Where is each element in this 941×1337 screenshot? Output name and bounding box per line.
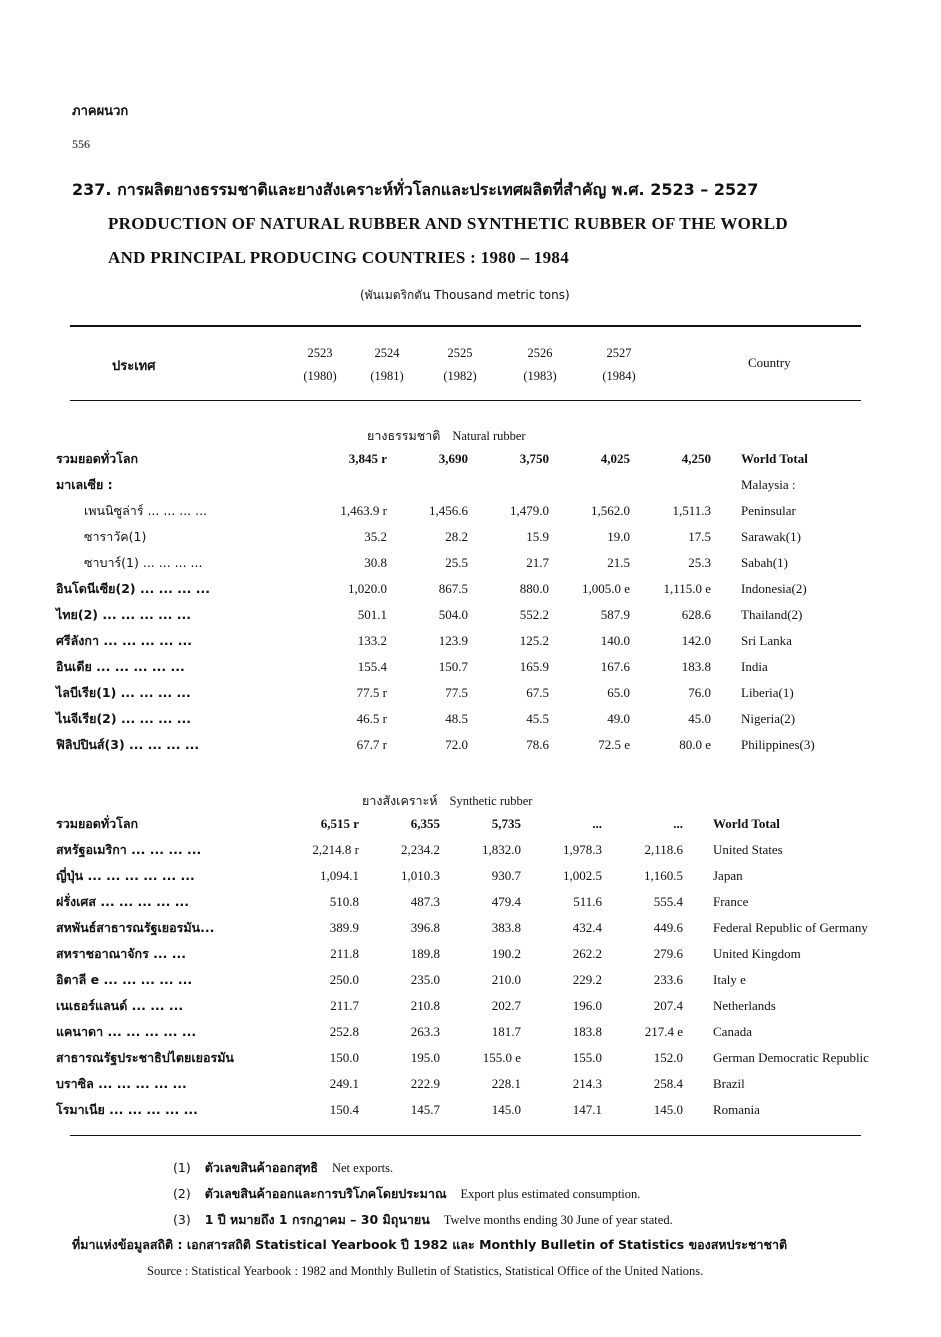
value-cell: 2,234.2 [401, 842, 440, 857]
footnote-thai: ตัวเลขสินค้าออกสุทธิ [204, 1160, 318, 1175]
value-cell: 555.4 [653, 894, 683, 909]
source-english: Source : Statistical Yearbook : 1982 and Monthly Bulletin of Statistics, Statistical Office of the United Nations. [147, 1264, 704, 1278]
page-number: 556 [72, 137, 90, 151]
value-cell: 183.8 [681, 659, 711, 674]
table-row [56, 863, 869, 889]
value-cell: 4,250 [681, 451, 711, 466]
value-cell: 123.9 [438, 633, 468, 648]
value-cell: 501.1 [357, 607, 387, 622]
footnote-mark: (1) [173, 1160, 191, 1175]
value-cell: 155.0 [572, 1050, 602, 1065]
value-cell: 3,750 [519, 451, 549, 466]
country-english: Federal Republic of Germany [713, 920, 868, 935]
value-cell: 867.5 [438, 581, 468, 596]
value-cell: 77.5 [445, 685, 468, 700]
country-thai: ฟิลิปปินส์(3) ... ... ... ... [56, 737, 200, 752]
top-rule [70, 325, 861, 327]
country-english: Indonesia(2) [741, 581, 807, 596]
value-cell: 150.4 [329, 1102, 359, 1117]
value-cell [478, 472, 559, 498]
value-cell: 383.8 [491, 920, 521, 935]
value-cell: 449.6 [653, 920, 683, 935]
value-cell: 210.0 [491, 972, 521, 987]
value-cell: 155.0 e [482, 1050, 521, 1065]
value-cell: 195.0 [410, 1050, 440, 1065]
table-title-thai [72, 178, 758, 203]
value-cell [640, 472, 721, 498]
table-row [56, 628, 815, 654]
value-cell: 2,118.6 [644, 842, 683, 857]
natural-rubber-heading [367, 426, 526, 446]
value-cell: 76.0 [688, 685, 711, 700]
country-english: World Total [741, 451, 808, 466]
year-be: 2526 [527, 346, 553, 360]
column-header-country-en: Country [748, 355, 791, 370]
value-cell: 202.7 [491, 998, 521, 1013]
value-cell: 552.2 [519, 607, 549, 622]
value-cell: 258.4 [653, 1076, 683, 1091]
country-english: Brazil [713, 1076, 745, 1091]
value-cell: 229.2 [572, 972, 602, 987]
country-thai: โรมาเนีย ... ... ... ... ... [56, 1102, 198, 1117]
natural-rubber-table [56, 446, 815, 758]
value-cell: 181.7 [491, 1024, 521, 1039]
table-number: 237. [72, 180, 112, 199]
value-cell: ... [673, 816, 683, 831]
year-ad: (1982) [443, 369, 477, 383]
value-cell: 487.3 [410, 894, 440, 909]
footnote-english: Net exports. [331, 1161, 394, 1175]
value-cell: 207.4 [653, 998, 683, 1013]
value-cell: 252.8 [329, 1024, 359, 1039]
country-english: Sabah(1) [741, 555, 788, 570]
value-cell: 880.0 [519, 581, 549, 596]
year-ad: (1981) [370, 369, 404, 383]
value-cell: 1,978.3 [563, 842, 602, 857]
country-thai: ซาราวัค(1) [84, 529, 147, 544]
value-cell: 25.3 [688, 555, 711, 570]
table-row [56, 993, 869, 1019]
table-row [56, 1097, 869, 1123]
table-row [56, 732, 815, 758]
country-english: German Democratic Republic [713, 1050, 869, 1065]
value-cell: 250.0 [329, 972, 359, 987]
year-ad: (1980) [303, 369, 337, 383]
year-header-1 [357, 346, 417, 384]
value-cell: 48.5 [445, 711, 468, 726]
value-cell [316, 472, 397, 498]
synthetic-heading-th: ยางสังเคราะห์ [362, 793, 438, 808]
value-cell: 587.9 [600, 607, 630, 622]
year-ad: (1984) [602, 369, 636, 383]
country-english: India [741, 659, 768, 674]
table-row [56, 1071, 869, 1097]
value-cell: 72.0 [445, 737, 468, 752]
country-thai: สหราชอาณาจักร ... ... [56, 946, 187, 961]
value-cell: 210.8 [410, 998, 440, 1013]
value-cell: 190.2 [491, 946, 521, 961]
value-cell: 150.7 [438, 659, 468, 674]
table-row [56, 654, 815, 680]
country-english: United States [713, 842, 783, 857]
country-thai: แคนาดา ... ... ... ... ... [56, 1024, 197, 1039]
bottom-rule [70, 1135, 861, 1136]
country-english: Canada [713, 1024, 752, 1039]
footnote-mark: (2) [173, 1186, 191, 1201]
value-cell: 1,005.0 e [581, 581, 630, 596]
value-cell: 150.0 [329, 1050, 359, 1065]
value-cell: 510.8 [329, 894, 359, 909]
country-thai: ศรีลังกา ... ... ... ... ... [56, 633, 192, 648]
country-thai: เพนนิซูล่าร์ ... ... ... ... [84, 503, 208, 518]
value-cell: 396.8 [410, 920, 440, 935]
value-cell: 152.0 [653, 1050, 683, 1065]
value-cell: 217.4 e [644, 1024, 683, 1039]
value-cell: 235.0 [410, 972, 440, 987]
value-cell: 67.5 [526, 685, 549, 700]
country-thai: สาธารณรัฐประชาธิปไตยเยอรมัน [56, 1050, 234, 1065]
value-cell: 1,479.0 [510, 503, 549, 518]
country-thai: เนเธอร์แลนด์ ... ... ... [56, 998, 184, 1013]
value-cell: 80.0 e [679, 737, 711, 752]
country-thai: ฝรั่งเศส ... ... ... ... ... [56, 894, 189, 909]
value-cell: 142.0 [681, 633, 711, 648]
value-cell [397, 472, 478, 498]
footnote [173, 1184, 640, 1204]
natural-heading-th: ยางธรรมชาติ [367, 428, 441, 443]
value-cell: 67.7 r [356, 737, 387, 752]
table-title-english-2: AND PRINCIPAL PRODUCING COUNTRIES : 1980 – 1984 [108, 248, 569, 267]
value-cell: 1,832.0 [482, 842, 521, 857]
year-header-2 [430, 346, 490, 384]
value-cell: 1,160.5 [644, 868, 683, 883]
unit-label: (พันเมตริกตัน Thousand metric tons) [360, 288, 570, 302]
year-be: 2523 [307, 346, 333, 360]
value-cell: 21.5 [607, 555, 630, 570]
country-thai: ซาบาร์(1) ... ... ... ... [84, 555, 203, 570]
table-row [56, 1045, 869, 1071]
table-row [56, 941, 869, 967]
country-english: Sri Lanka [741, 633, 792, 648]
synthetic-rubber-heading [362, 791, 532, 811]
value-cell: 1,002.5 [563, 868, 602, 883]
section-label: ภาคผนวก [72, 104, 129, 119]
value-cell: 389.9 [329, 920, 359, 935]
footnote-english: Twelve months ending 30 June of year stated. [443, 1213, 673, 1227]
table-row [56, 1019, 869, 1045]
value-cell: 28.2 [445, 529, 468, 544]
value-cell: 504.0 [438, 607, 468, 622]
value-cell: 189.8 [410, 946, 440, 961]
value-cell: 211.8 [330, 946, 359, 961]
value-cell: 279.6 [653, 946, 683, 961]
country-thai: ญี่ปุ่น ... ... ... ... ... ... [56, 868, 195, 883]
value-cell: 1,115.0 e [663, 581, 711, 596]
value-cell: 46.5 r [356, 711, 387, 726]
year-ad: (1983) [523, 369, 557, 383]
value-cell: 432.4 [572, 920, 602, 935]
table-title-english-1: PRODUCTION OF NATURAL RUBBER AND SYNTHETIC RUBBER OF THE WORLD [108, 214, 788, 233]
table-row [56, 550, 815, 576]
country-thai: รวมยอดทั่วโลก [56, 451, 139, 466]
year-be: 2525 [447, 346, 473, 360]
title-thai-text: การผลิตยางธรรมชาติและยางสังเคราะห์ทั่วโลกและประเทศผลิตที่สำคัญ พ.ศ. 2523 – 2527 [117, 180, 759, 199]
value-cell: 249.1 [329, 1076, 359, 1091]
value-cell: 77.5 r [356, 685, 387, 700]
footnote-english: Export plus estimated consumption. [460, 1187, 641, 1201]
table-row [56, 524, 815, 550]
value-cell: 78.6 [526, 737, 549, 752]
value-cell: 65.0 [607, 685, 630, 700]
value-cell: 49.0 [607, 711, 630, 726]
value-cell: 147.1 [572, 1102, 602, 1117]
source-thai: ที่มาแห่งข้อมูลสถิติ : เอกสารสถิติ Statistical Yearbook ปี 1982 และ Monthly Bulletin of Statistics ของสหประชาชาติ [72, 1237, 788, 1252]
value-cell: 263.3 [410, 1024, 440, 1039]
table-row [56, 446, 815, 472]
value-cell: 1,562.0 [591, 503, 630, 518]
country-english: Malaysia : [741, 477, 796, 492]
synthetic-heading-en: Synthetic rubber [449, 794, 533, 808]
footnote [173, 1210, 673, 1230]
table-row [56, 472, 815, 498]
country-english: Thailand(2) [741, 607, 803, 622]
value-cell: 1,511.3 [672, 503, 711, 518]
value-cell: 165.9 [519, 659, 549, 674]
value-cell: ... [592, 816, 602, 831]
value-cell: 3,845 r [348, 451, 387, 466]
value-cell: 19.0 [607, 529, 630, 544]
footnote-thai: 1 ปี หมายถึง 1 กรกฎาคม – 30 มิถุนายน [204, 1212, 430, 1227]
country-thai: สหรัฐอเมริกา ... ... ... ... [56, 842, 202, 857]
value-cell: 21.7 [526, 555, 549, 570]
value-cell: 17.5 [688, 529, 711, 544]
value-cell: 167.6 [600, 659, 630, 674]
value-cell: 133.2 [357, 633, 387, 648]
year-be: 2524 [374, 346, 400, 360]
value-cell: 45.0 [688, 711, 711, 726]
country-english: France [713, 894, 749, 909]
country-english: Sarawak(1) [741, 529, 801, 544]
header-rule [70, 400, 861, 401]
value-cell: 511.6 [573, 894, 602, 909]
year-header-4 [589, 346, 649, 384]
country-thai: รวมยอดทั่วโลก [56, 816, 139, 831]
footnote [173, 1158, 393, 1178]
value-cell: 1,456.6 [429, 503, 468, 518]
country-english: World Total [713, 816, 780, 831]
country-english: Liberia(1) [741, 685, 794, 700]
value-cell: 15.9 [526, 529, 549, 544]
value-cell: 45.5 [526, 711, 549, 726]
value-cell: 155.4 [357, 659, 387, 674]
synthetic-rubber-table [56, 811, 869, 1123]
value-cell: 145.0 [491, 1102, 521, 1117]
value-cell: 479.4 [491, 894, 521, 909]
value-cell: 72.5 e [598, 737, 630, 752]
value-cell: 214.3 [572, 1076, 602, 1091]
value-cell: 196.0 [572, 998, 602, 1013]
country-thai: สหพันธ์สาธารณรัฐเยอรมัน... [56, 920, 215, 935]
country-thai: ไลบีเรีย(1) ... ... ... ... [56, 685, 191, 700]
value-cell: 183.8 [572, 1024, 602, 1039]
table-row [56, 915, 869, 941]
value-cell: 25.5 [445, 555, 468, 570]
table-row [56, 967, 869, 993]
value-cell: 140.0 [600, 633, 630, 648]
country-thai: อินเดีย ... ... ... ... ... [56, 659, 185, 674]
value-cell: 1,020.0 [348, 581, 387, 596]
value-cell: 228.1 [491, 1076, 521, 1091]
table-row [56, 602, 815, 628]
country-thai: มาเลเซีย : [56, 477, 113, 492]
value-cell: 145.0 [653, 1102, 683, 1117]
value-cell: 145.7 [410, 1102, 440, 1117]
country-english: Nigeria(2) [741, 711, 796, 726]
year-be: 2527 [606, 346, 632, 360]
country-english: Netherlands [713, 998, 776, 1013]
table-row [56, 576, 815, 602]
table-row [56, 837, 869, 863]
value-cell: 1,010.3 [401, 868, 440, 883]
country-english: Philippines(3) [741, 737, 815, 752]
table-row [56, 498, 815, 524]
country-english: Peninsular [741, 503, 796, 518]
table-row [56, 811, 869, 837]
value-cell: 930.7 [491, 868, 521, 883]
value-cell: 30.8 [364, 555, 387, 570]
value-cell: 2,214.8 r [312, 842, 359, 857]
footnote-mark: (3) [173, 1212, 191, 1227]
value-cell: 233.6 [653, 972, 683, 987]
country-english: Japan [713, 868, 743, 883]
value-cell: 4,025 [600, 451, 630, 466]
table-row [56, 889, 869, 915]
column-header-country-th: ประเทศ [112, 359, 156, 374]
value-cell: 6,355 [410, 816, 440, 831]
footnote-thai: ตัวเลขสินค้าออกและการบริโภคโดยประมาณ [204, 1186, 447, 1201]
country-thai: ไทย(2) ... ... ... ... ... [56, 607, 191, 622]
country-english: Romania [713, 1102, 760, 1117]
country-thai: อินโดนีเซีย(2) ... ... ... ... [56, 581, 211, 596]
value-cell [559, 472, 640, 498]
value-cell: 222.9 [410, 1076, 440, 1091]
value-cell: 3,690 [438, 451, 468, 466]
country-thai: ไนจีเรีย(2) ... ... ... ... [56, 711, 191, 726]
value-cell: 262.2 [572, 946, 602, 961]
country-thai: อิตาลี e ... ... ... ... ... [56, 972, 193, 987]
value-cell: 628.6 [681, 607, 711, 622]
country-english: United Kingdom [713, 946, 801, 961]
year-header-0 [290, 346, 350, 384]
table-row [56, 706, 815, 732]
value-cell: 211.7 [330, 998, 359, 1013]
year-header-3 [510, 346, 570, 384]
value-cell: 1,463.9 r [340, 503, 387, 518]
value-cell: 35.2 [364, 529, 387, 544]
table-row [56, 680, 815, 706]
natural-heading-en: Natural rubber [452, 429, 526, 443]
value-cell: 125.2 [519, 633, 549, 648]
country-thai: บราซิล ... ... ... ... ... [56, 1076, 187, 1091]
value-cell: 1,094.1 [320, 868, 359, 883]
value-cell: 5,735 [491, 816, 521, 831]
country-english: Italy e [713, 972, 746, 987]
value-cell: 6,515 r [320, 816, 359, 831]
